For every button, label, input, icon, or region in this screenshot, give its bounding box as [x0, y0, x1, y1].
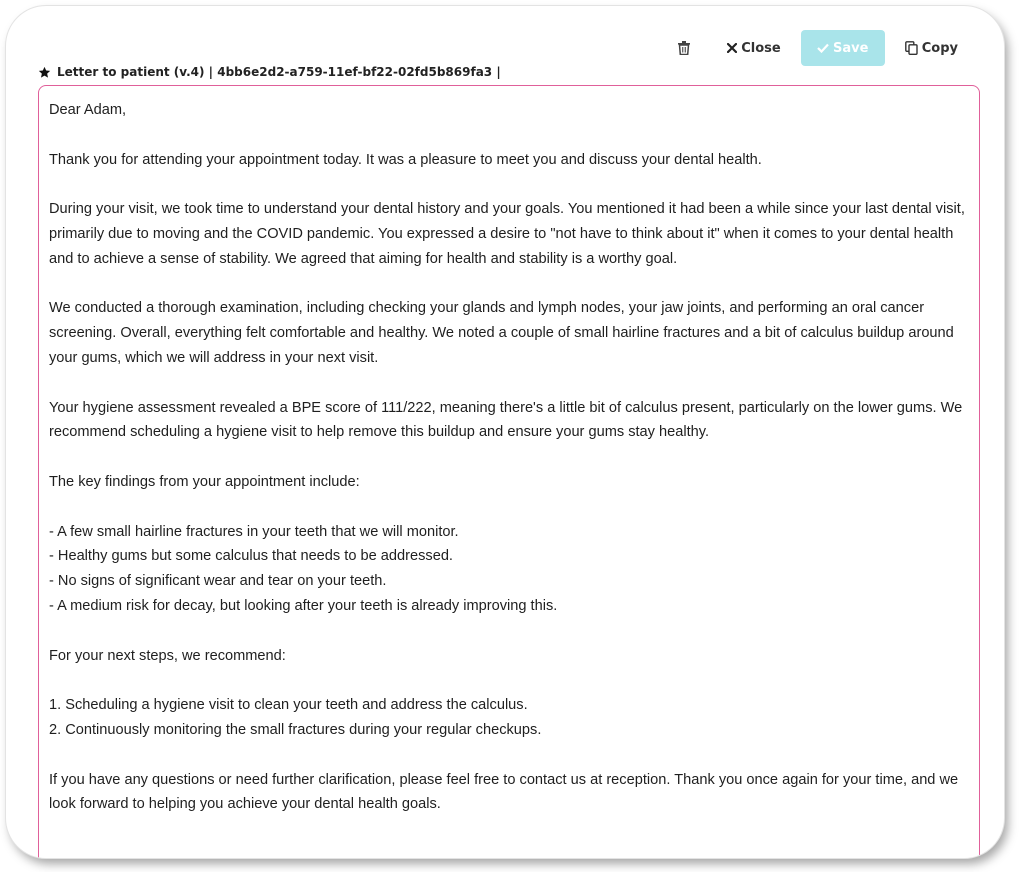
star-icon[interactable] — [38, 66, 51, 79]
letter-paragraph: Your hygiene assessment revealed a BPE score of 111/222, meaning there's a little bit of calculus present, particularly on the lower gums. We recommend scheduling a hygiene visit to help remove this buildup and ensure your gums stay healthy. — [49, 399, 963, 441]
letter-paragraph: We conducted a thorough examination, including checking your glands and lymph nodes, your jaw joints, and performing an oral cancer screening. Overall, everything felt comfortable and healthy. We noted a couple of small hairline fractures and a bit of calculus buildup around your gums, which we will address in your next visit. — [49, 300, 954, 366]
document-title: Letter to patient (v.4) | 4bb6e2d2-a759-11ef-bf22-02fd5b869fa3 | — [57, 65, 501, 79]
findings-list — [49, 520, 967, 619]
list-item: 2. Continuously monitoring the small fractures during your regular checkups. — [49, 721, 542, 738]
next-steps-intro: For your next steps, we recommend: — [49, 647, 286, 664]
copy-label: Copy — [921, 40, 958, 56]
letter-closing: If you have any questions or need further clarification, please feel free to contact us at reception. Thank you once again for your time, and we look forward to helping you achieve your dental health goals. — [49, 771, 959, 813]
toolbar — [667, 30, 964, 66]
letter-editor-panel — [6, 6, 1004, 858]
list-item: - A few small hairline fractures in your teeth that we will monitor. — [49, 523, 459, 540]
copy-button[interactable] — [899, 30, 964, 66]
list-item: 1. Scheduling a hygiene visit to clean your teeth and address the calculus. — [49, 697, 528, 714]
save-label: Save — [833, 40, 869, 56]
letter-paragraph: During your visit, we took time to understand your dental history and your goals. You mentioned it had been a while since your last dental visit, primarily due to moving and the COVID pandemic. You expressed a desire to "not have to think about it" when it comes to your dental health and to achieve a sense of stability. We agreed that aiming for health and stability is a worthy goal. — [49, 201, 965, 267]
close-label: Close — [741, 40, 781, 56]
letter-text-editor[interactable] — [38, 85, 980, 858]
letter-paragraph: Thank you for attending your appointment today. It was a pleasure to meet you and discuss your dental health. — [49, 151, 762, 168]
list-item: - A medium risk for decay, but looking after your teeth is already improving this. — [49, 597, 558, 614]
save-button[interactable] — [801, 30, 885, 66]
delete-button[interactable] — [667, 30, 701, 66]
document-title-row — [38, 65, 501, 79]
close-icon — [727, 43, 737, 53]
check-icon — [817, 43, 829, 53]
close-button[interactable] — [721, 30, 786, 66]
next-steps-list — [49, 693, 967, 743]
list-item: - Healthy gums but some calculus that needs to be addressed. — [49, 548, 453, 565]
copy-icon — [905, 41, 918, 55]
letter-greeting: Dear Adam, — [49, 102, 127, 118]
list-item: - No signs of significant wear and tear on your teeth. — [49, 573, 387, 590]
trash-icon — [678, 41, 690, 55]
letter-paragraph: The key findings from your appointment include: — [49, 473, 360, 490]
